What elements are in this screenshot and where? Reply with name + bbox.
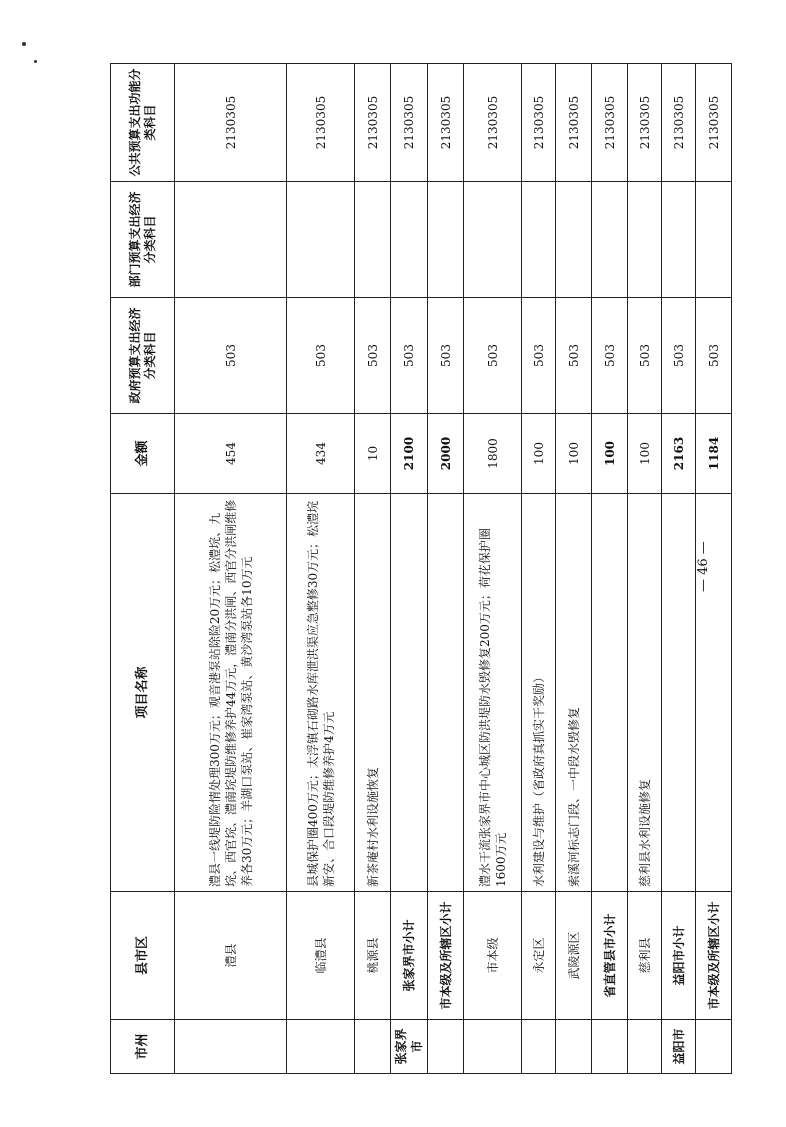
cell-county: 市本级及所辖区小计	[428, 892, 464, 1020]
cell-func: 2130305	[662, 64, 696, 182]
table-row	[391, 64, 428, 1074]
scan-speck	[34, 60, 37, 63]
cell-func: 2130305	[391, 64, 428, 182]
cell-amount: 2100	[391, 414, 428, 494]
cell-amount: 434	[287, 414, 355, 494]
cell-func: 2130305	[696, 64, 732, 182]
cell-city	[428, 1020, 464, 1074]
header-func: 公共预算支出功能分类科目	[111, 64, 175, 182]
cell-project	[662, 494, 696, 892]
table-row	[662, 64, 696, 1074]
cell-county: 省直管县市小计	[592, 892, 628, 1020]
cell-amount: 2163	[662, 414, 696, 494]
budget-table	[110, 63, 732, 1074]
cell-county: 慈利县	[628, 892, 662, 1020]
page-number: — 46 —	[696, 541, 711, 592]
table-row	[428, 64, 464, 1074]
cell-city	[355, 1020, 391, 1074]
cell-gov-econ: 503	[287, 298, 355, 414]
table-row	[355, 64, 391, 1074]
cell-dept-econ	[696, 182, 732, 298]
header-city: 市州	[111, 1020, 175, 1074]
cell-project	[391, 494, 428, 892]
table-row	[522, 64, 556, 1074]
cell-project: 澧水干流张家界市中心城区防洪堤防水毁修复200万元；荷花保护圈1600万元	[464, 494, 522, 892]
cell-county: 临澧县	[287, 892, 355, 1020]
cell-project: 慈利县水利设施修复	[628, 494, 662, 892]
header-row	[111, 64, 175, 1074]
cell-city	[628, 1020, 662, 1074]
cell-city	[287, 1020, 355, 1074]
cell-dept-econ	[287, 182, 355, 298]
cell-func: 2130305	[428, 64, 464, 182]
cell-county: 永定区	[522, 892, 556, 1020]
cell-county: 澧县	[175, 892, 287, 1020]
table-body	[175, 64, 732, 1074]
cell-func: 2130305	[464, 64, 522, 182]
cell-gov-econ: 503	[522, 298, 556, 414]
cell-dept-econ	[355, 182, 391, 298]
cell-project: 新茶庵村水利设施恢复	[355, 494, 391, 892]
cell-amount: 100	[522, 414, 556, 494]
cell-county: 张家界市小计	[391, 892, 428, 1020]
cell-dept-econ	[522, 182, 556, 298]
cell-county: 市本级及所辖区小计	[696, 892, 732, 1020]
cell-func: 2130305	[522, 64, 556, 182]
cell-project	[592, 494, 628, 892]
cell-func: 2130305	[355, 64, 391, 182]
cell-city	[696, 1020, 732, 1074]
cell-city	[592, 1020, 628, 1074]
header-amount: 金额	[111, 414, 175, 494]
cell-gov-econ: 503	[355, 298, 391, 414]
header-project: 项目名称	[111, 494, 175, 892]
cell-county: 桃源县	[355, 892, 391, 1020]
cell-func: 2130305	[175, 64, 287, 182]
cell-city	[522, 1020, 556, 1074]
cell-project: 水利建设与维护（省政府真抓实干奖励）	[522, 494, 556, 892]
cell-amount: 454	[175, 414, 287, 494]
cell-dept-econ	[592, 182, 628, 298]
cell-amount: 1184	[696, 414, 732, 494]
cell-func: 2130305	[592, 64, 628, 182]
cell-city	[556, 1020, 592, 1074]
cell-amount: 1800	[464, 414, 522, 494]
cell-dept-econ	[391, 182, 428, 298]
cell-dept-econ	[428, 182, 464, 298]
cell-func: 2130305	[287, 64, 355, 182]
table-row	[287, 64, 355, 1074]
cell-dept-econ	[175, 182, 287, 298]
header-gov-econ: 政府预算支出经济分类科目	[111, 298, 175, 414]
cell-amount: 100	[592, 414, 628, 494]
cell-project	[428, 494, 464, 892]
cell-dept-econ	[464, 182, 522, 298]
cell-gov-econ: 503	[556, 298, 592, 414]
cell-dept-econ	[662, 182, 696, 298]
cell-city	[464, 1020, 522, 1074]
table-row	[556, 64, 592, 1074]
cell-county: 市本级	[464, 892, 522, 1020]
cell-amount: 100	[556, 414, 592, 494]
cell-dept-econ	[628, 182, 662, 298]
cell-gov-econ: 503	[391, 298, 428, 414]
cell-county: 益阳市小计	[662, 892, 696, 1020]
scan-speck	[22, 42, 26, 46]
cell-amount: 2000	[428, 414, 464, 494]
cell-project: 县城保护圈400万元；太浮镇石砌路水库泄洪渠应急整修30万元；松澧垸新安、合口段堤防维修养护4万元	[287, 494, 355, 892]
cell-dept-econ	[556, 182, 592, 298]
cell-func: 2130305	[628, 64, 662, 182]
table-row	[175, 64, 287, 1074]
cell-city: 益阳市	[662, 1020, 696, 1074]
header-dept-econ: 部门预算支出经济分类科目	[111, 182, 175, 298]
cell-gov-econ: 503	[428, 298, 464, 414]
table-row	[628, 64, 662, 1074]
cell-amount: 10	[355, 414, 391, 494]
cell-gov-econ: 503	[464, 298, 522, 414]
cell-project: 索溪河标志门段、一中段水毁修复	[556, 494, 592, 892]
header-county: 县市区	[111, 892, 175, 1020]
cell-project: 澧县一线堤防险情处理300万元；观音港泵站除险20万元；松澧垸、九垸、西官垸、澧南垸堤防维修养护44万元，澧南分洪闸、西官分洪闸维修养各30万元；羊湖口泵站、崔家湾泵站、黄沙湾泵站各10万元	[175, 494, 287, 892]
cell-city: 张家界市	[391, 1020, 428, 1074]
cell-gov-econ: 503	[175, 298, 287, 414]
table-row	[464, 64, 522, 1074]
table-row	[592, 64, 628, 1074]
cell-amount: 100	[628, 414, 662, 494]
cell-gov-econ: 503	[696, 298, 732, 414]
cell-func: 2130305	[556, 64, 592, 182]
cell-county: 武陵源区	[556, 892, 592, 1020]
cell-city	[175, 1020, 287, 1074]
cell-gov-econ: 503	[628, 298, 662, 414]
cell-gov-econ: 503	[592, 298, 628, 414]
cell-gov-econ: 503	[662, 298, 696, 414]
